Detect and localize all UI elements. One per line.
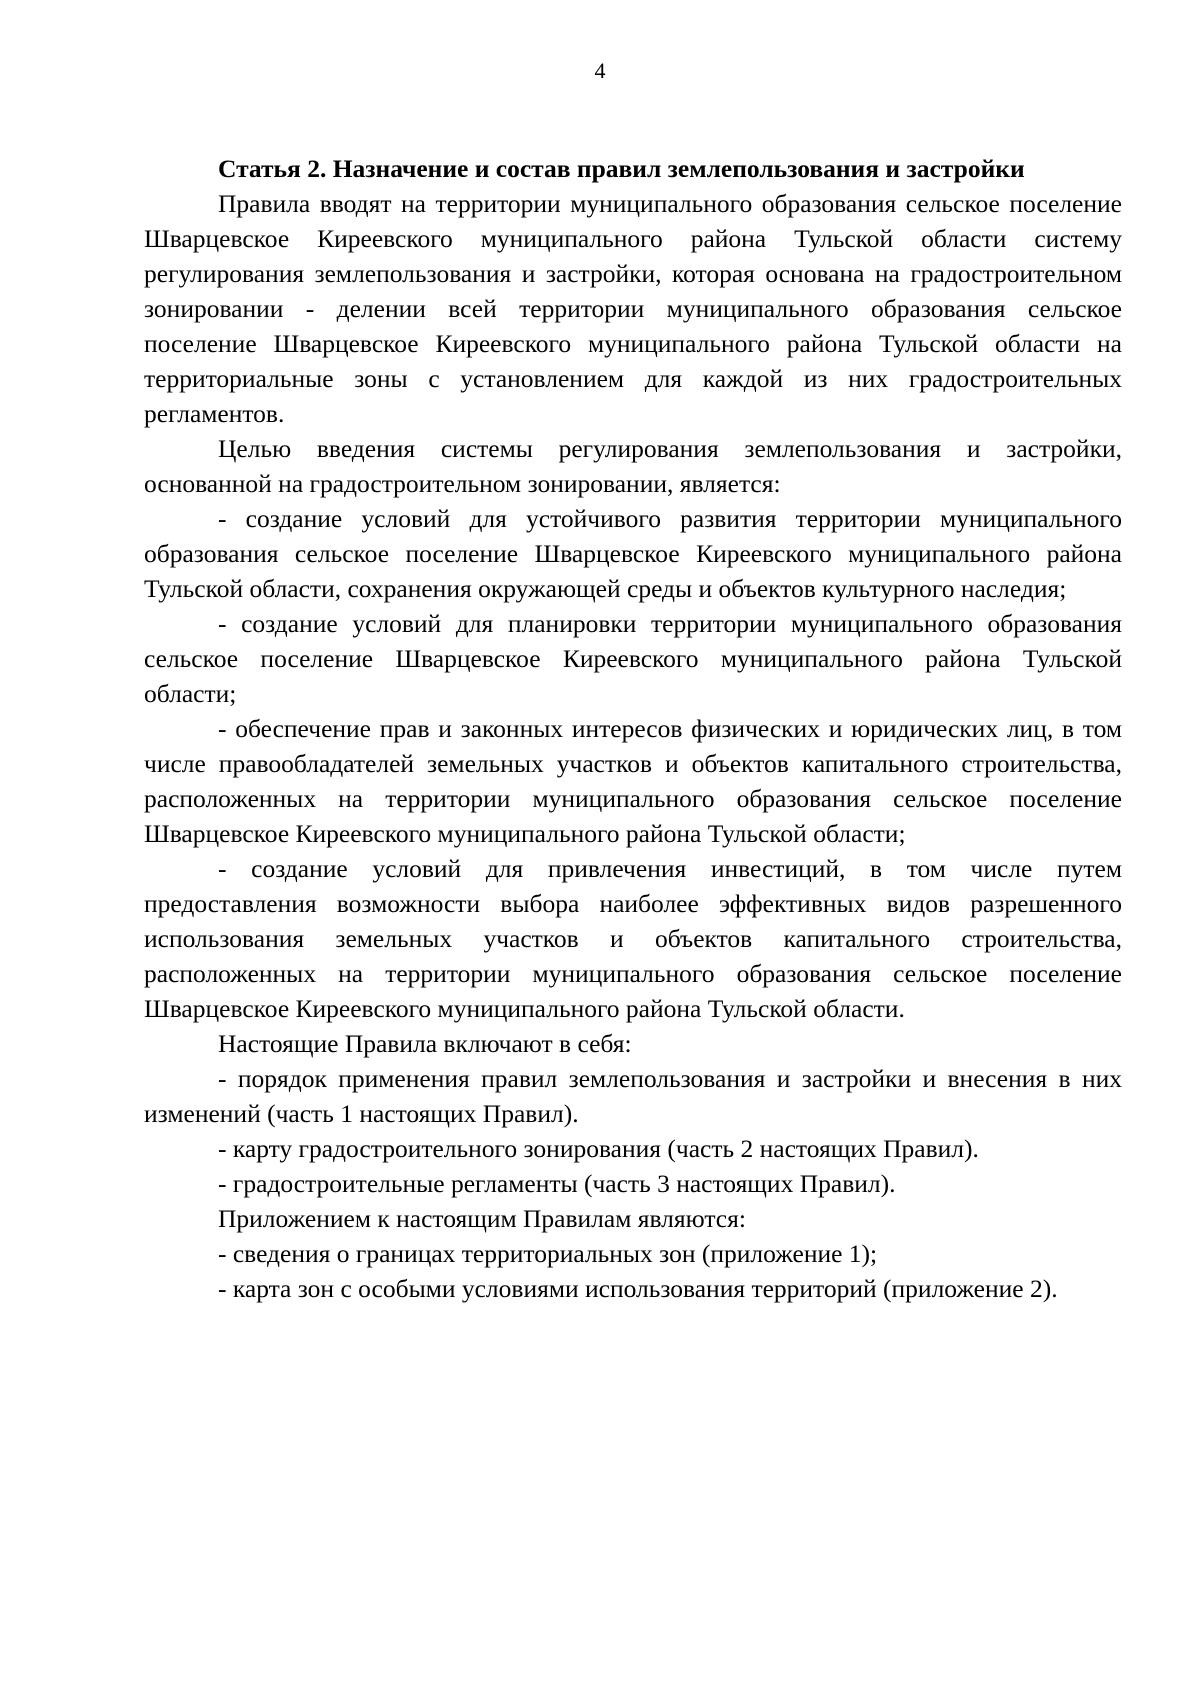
list-item-planning: - создание условий для планировки территории муниципального образования сельское поселение Шварцевское Киреевского муниципального района Тульской области;	[144, 609, 1122, 708]
paragraph-rules-intro: Правила вводят на территории муниципального образования сельское поселение Шварцевское Киреевского муниципального района Тульской области систему регулирования землепользования и застройки, которая основана на градостроительном зонировании - делении всей территории муниципального образования сельское поселение Шварцевское Киреевского муниципального района Тульской области на территориальные зоны с установлением для каждой из них градостроительных регламентов.	[144, 189, 1122, 428]
list-item-part-2: - карту градостроительного зонирования (часть 2 настоящих Правил).	[218, 1134, 979, 1163]
list-item-appendix-1: - сведения о границах территориальных зон (приложение 1);	[218, 1239, 878, 1268]
list-item-investments: - создание условий для привлечения инвестиций, в том числе путем предоставления возможности выбора наиболее эффективных видов разрешенного использования земельных участков и объектов капитального строительства, расположенных на территории муниципального образования сельское поселение Шварцевское Киреевского муниципального района Тульской области.	[144, 854, 1122, 1023]
list-item-sustainable-development: - создание условий для устойчивого развития территории муниципального образования сельское поселение Шварцевское Киреевского муниципального района Тульской области, сохранения окружающей среды и объектов культурного наследия;	[144, 504, 1122, 603]
document-body	[144, 151, 1122, 1306]
list-item-rights: - обеспечение прав и законных интересов физических и юридических лиц, в том числе правообладателей земельных участков и объектов капитального строительства, расположенных на территории муниципального образования сельское поселение Шварцевское Киреевского муниципального района Тульской области;	[144, 714, 1122, 848]
article-heading: Статья 2. Назначение и состав правил землепользования и застройки	[218, 154, 1025, 183]
list-item-part-3: - градостроительные регламенты (часть 3 настоящих Правил).	[218, 1169, 896, 1198]
paragraph-appendices: Приложением к настоящим Правилам являются:	[218, 1204, 746, 1233]
list-item-part-1: - порядок применения правил землепользования и застройки и внесения в них изменений (часть 1 настоящих Правил).	[144, 1064, 1122, 1128]
paragraph-contents: Настоящие Правила включают в себя:	[218, 1029, 632, 1058]
paragraph-goal: Целью введения системы регулирования землепользования и застройки, основанной на градостроительном зонировании, является:	[144, 434, 1122, 498]
page-number: 4	[594, 58, 606, 83]
list-item-appendix-2: - карта зон с особыми условиями использования территорий (приложение 2).	[218, 1274, 1058, 1303]
